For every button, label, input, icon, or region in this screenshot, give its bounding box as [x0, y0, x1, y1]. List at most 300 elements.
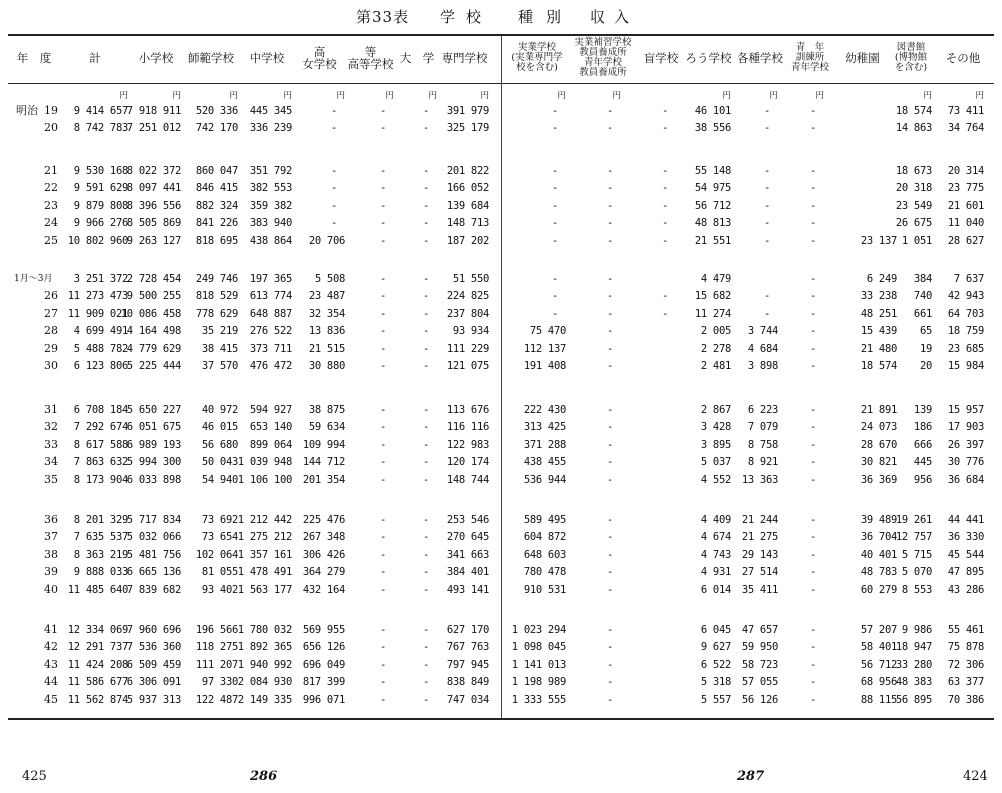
year-label: 26: [44, 289, 58, 303]
table-cell: 7 960 696: [126, 624, 181, 636]
table-cell: 26 675: [895, 217, 932, 230]
table-cell: 18 673: [895, 165, 932, 177]
table-cell: -: [379, 456, 386, 469]
table-cell: 838 849: [446, 676, 489, 689]
table-cell: -: [809, 122, 816, 135]
table-cell: 118 275: [195, 641, 238, 654]
table-cell: 20 318: [895, 182, 932, 195]
table-cell: 10 086 458: [120, 307, 181, 320]
table-cell: 9 986: [901, 624, 932, 636]
table-cell: -: [422, 514, 429, 526]
table-cell: 56 126: [741, 693, 778, 706]
table-cell: 27 514: [741, 566, 778, 579]
table-cell: 661: [913, 307, 932, 320]
table-cell: 111 229: [446, 342, 489, 355]
table-cell: -: [809, 456, 816, 469]
table-cell: 33 238: [860, 290, 897, 303]
table-cell: 8 758: [747, 438, 778, 451]
table-cell: 34 764: [947, 122, 984, 135]
table-cell: -: [422, 531, 429, 544]
table-cell: -: [379, 165, 386, 177]
column-header-univ: 大 学: [399, 51, 435, 65]
table-cell: -: [606, 658, 613, 671]
table-cell: 1 039 948: [237, 456, 292, 469]
table-cell: -: [422, 290, 429, 303]
table-cell: -: [422, 342, 429, 355]
table-cell: -: [379, 217, 386, 230]
table-cell: 9 888 033: [73, 566, 128, 579]
table-cell: 15 439: [860, 325, 897, 338]
table-cell: 666: [913, 438, 932, 451]
table-cell: 5 070: [901, 566, 932, 579]
table-cell: 8 617 588: [73, 438, 128, 451]
table-cell: 3 895: [700, 438, 731, 451]
table-cell: 225 476: [302, 514, 345, 526]
table-cell: 18 947: [895, 641, 932, 654]
table-cell: 48 783: [860, 566, 897, 579]
table-cell: -: [809, 199, 816, 212]
table-cell: 21 601: [947, 199, 984, 212]
year-label: 36: [44, 513, 58, 526]
table-cell: 5 481 756: [126, 548, 181, 561]
table-cell: 5 037: [700, 456, 731, 469]
column-header-jitsugyo: 実業学校 (実業専門学 校を含む): [511, 42, 563, 73]
table-cell: -: [809, 514, 816, 526]
table-cell: 253 546: [446, 514, 489, 526]
table-cell: 9 414 657: [73, 105, 128, 117]
year-label: 39: [44, 565, 58, 579]
table-cell: 313 425: [523, 421, 566, 434]
table-cell: 7 292 674: [73, 421, 128, 434]
table-cell: 956: [913, 473, 932, 486]
table-cell: 54 940: [201, 473, 238, 486]
table-cell: -: [809, 438, 816, 451]
table-cell: 56 680: [201, 438, 238, 451]
table-cell: 29 143: [741, 548, 778, 561]
table-cell: 8 921: [747, 456, 778, 469]
year-label: 32: [44, 420, 58, 434]
year-label: 38: [44, 547, 58, 561]
table-cell: 1 333 555: [511, 693, 566, 706]
table-cell: 197 365: [249, 273, 292, 285]
table-cell: 93 934: [452, 325, 489, 338]
table-cell: -: [606, 566, 613, 579]
table-cell: 2 728 454: [126, 273, 181, 285]
table-cell: -: [422, 438, 429, 451]
table-cell: -: [379, 548, 386, 561]
table-cell: -: [422, 404, 429, 416]
table-cell: 46 101: [694, 105, 731, 117]
table-cell: -: [379, 693, 386, 706]
year-label: 23: [44, 198, 58, 212]
table-cell: 21 275: [741, 531, 778, 544]
table-cell: -: [606, 290, 613, 303]
year-label: 34: [44, 455, 58, 469]
table-cell: -: [809, 421, 816, 434]
table-cell: -: [379, 105, 386, 117]
table-cell: -: [661, 182, 668, 195]
table-cell: 493 141: [446, 583, 489, 596]
table-cell: 166 052: [446, 182, 489, 195]
table-cell: 12 291 737: [67, 641, 128, 654]
year-label: 33: [44, 437, 58, 451]
table-cell: 19: [919, 342, 932, 355]
table-cell: 11 909 021: [67, 307, 128, 320]
table-cell: -: [551, 182, 558, 195]
table-cell: -: [763, 105, 770, 117]
table-cell: -: [330, 105, 337, 117]
table-cell: 222 430: [523, 404, 566, 416]
table-cell: -: [606, 421, 613, 434]
page-number: 286: [250, 769, 278, 784]
table-cell: 5 318: [700, 676, 731, 689]
table-cell: 11 040: [947, 217, 984, 230]
table-cell: -: [551, 290, 558, 303]
table-cell: 186: [913, 421, 932, 434]
table-cell: 36 330: [947, 531, 984, 544]
table-cell: 10 802 960: [67, 234, 128, 247]
unit-label: 円: [923, 91, 932, 101]
table-cell: 797 945: [446, 658, 489, 671]
year-label: 20: [44, 121, 58, 135]
table-cell: 2 867: [700, 404, 731, 416]
table-cell: 23 685: [947, 342, 984, 355]
table-cell: -: [379, 514, 386, 526]
year-label: 42: [44, 640, 58, 654]
column-header-mou: 盲学校: [643, 51, 679, 65]
table-cell: -: [809, 583, 816, 596]
table-cell: 28 627: [947, 234, 984, 247]
table-cell: 8 097 441: [126, 182, 181, 195]
table-title: [0, 6, 1002, 28]
table-cell: 40 972: [201, 404, 238, 416]
table-cell: 70 386: [947, 693, 984, 706]
title-char: 収: [590, 8, 607, 26]
table-cell: 1 892 365: [237, 641, 292, 654]
table-cell: 187 202: [446, 234, 489, 247]
table-cell: -: [606, 217, 613, 230]
table-cell: -: [606, 122, 613, 135]
table-cell: 36 369: [860, 473, 897, 486]
unit-label: 円: [769, 91, 778, 101]
era-label: 明治: [16, 104, 38, 117]
table-cell: 64 703: [947, 307, 984, 320]
year-label: 29: [44, 341, 58, 355]
table-cell: 267 348: [302, 531, 345, 544]
table-cell: 57 055: [741, 676, 778, 689]
table-cell: 6 045: [700, 624, 731, 636]
table-cell: 14 863: [895, 122, 932, 135]
table-cell: 1 106 100: [237, 473, 292, 486]
table-cell: 37 570: [201, 360, 238, 372]
table-cell: 201 822: [446, 165, 489, 177]
table-cell: -: [330, 165, 337, 177]
table-cell: -: [606, 583, 613, 596]
table-cell: 13 836: [308, 325, 345, 338]
table-cell: 35 219: [201, 325, 238, 338]
table-cell: 12 334 069: [67, 624, 128, 636]
table-cell: 9 530 168: [73, 165, 128, 177]
table-cell: 6 708 184: [73, 404, 128, 416]
table-cell: 59 634: [308, 421, 345, 434]
table-cell: 6 249: [866, 273, 897, 285]
table-cell: -: [379, 234, 386, 247]
table-cell: -: [606, 342, 613, 355]
table-cell: 21 515: [308, 342, 345, 355]
table-cell: 613 774: [249, 290, 292, 303]
table-cell: 93 402: [201, 583, 238, 596]
table-cell: -: [809, 273, 816, 285]
table-cell: -: [551, 122, 558, 135]
table-cell: -: [763, 307, 770, 320]
table-cell: -: [809, 531, 816, 544]
table-cell: 6 223: [747, 404, 778, 416]
table-cell: 1 563 177: [237, 583, 292, 596]
table-cell: 373 711: [249, 342, 292, 355]
table-cell: 47 895: [947, 566, 984, 579]
table-cell: 73 411: [947, 105, 984, 117]
table-cell: 604 872: [523, 531, 566, 544]
table-cell: 2 084 930: [237, 676, 292, 689]
table-cell: 5 488 782: [73, 342, 128, 355]
table-cell: 237 804: [446, 307, 489, 320]
table-cell: -: [763, 182, 770, 195]
table-cell: -: [379, 342, 386, 355]
table-cell: 817 399: [302, 676, 345, 689]
table-cell: -: [606, 182, 613, 195]
table-cell: -: [422, 658, 429, 671]
unit-label: 円: [385, 91, 394, 101]
table-cell: -: [606, 360, 613, 372]
table-cell: 11 274: [694, 307, 731, 320]
column-header-elem: 小学校: [138, 51, 174, 65]
table-cell: -: [763, 217, 770, 230]
table-cell: 97 330: [201, 676, 238, 689]
table-cell: -: [379, 641, 386, 654]
table-cell: -: [379, 624, 386, 636]
year-label: 27: [44, 306, 58, 320]
table-cell: -: [809, 641, 816, 654]
table-cell: 12 757: [895, 531, 932, 544]
table-cell: -: [551, 307, 558, 320]
table-cell: 445: [913, 456, 932, 469]
table-cell: 1 357 161: [237, 548, 292, 561]
table-cell: -: [422, 473, 429, 486]
table-cell: 109 994: [302, 438, 345, 451]
table-cell: 371 288: [523, 438, 566, 451]
table-cell: 7 251 012: [126, 122, 181, 135]
table-cell: 38 556: [694, 122, 731, 135]
table-cell: -: [809, 105, 816, 117]
table-cell: -: [809, 342, 816, 355]
table-cell: -: [379, 421, 386, 434]
table-cell: -: [606, 165, 613, 177]
table-cell: 653 140: [249, 421, 292, 434]
table-cell: -: [661, 217, 668, 230]
table-cell: 9 966 276: [73, 217, 128, 230]
table-cell: -: [606, 105, 613, 117]
table-cell: 17 903: [947, 421, 984, 434]
table-cell: 8 022 372: [126, 165, 181, 177]
table-cell: -: [422, 165, 429, 177]
table-cell: 224 825: [446, 290, 489, 303]
unit-label: 円: [229, 91, 238, 101]
table-cell: -: [422, 456, 429, 469]
table-cell: 54 975: [694, 182, 731, 195]
table-cell: -: [379, 307, 386, 320]
table-cell: -: [330, 122, 337, 135]
unit-label: 円: [722, 91, 731, 101]
table-cell: 68 956: [860, 676, 897, 689]
table-cell: 364 279: [302, 566, 345, 579]
table-cell: 20 314: [947, 165, 984, 177]
table-cell: 445 345: [249, 105, 292, 117]
table-cell: 818 695: [195, 234, 238, 247]
table-cell: 656 126: [302, 641, 345, 654]
table-cell: 73 654: [201, 531, 238, 544]
table-cell: 9 500 255: [126, 290, 181, 303]
table-cell: 1 141 013: [511, 658, 566, 671]
title-char: 校: [466, 8, 483, 26]
table-cell: 1 212 442: [237, 514, 292, 526]
table-cell: 351 792: [249, 165, 292, 177]
unit-label: 円: [119, 91, 128, 101]
table-cell: -: [661, 122, 668, 135]
table-cell: -: [763, 234, 770, 247]
column-header-high: 等 高等学校: [347, 45, 394, 71]
column-header-rou: ろう学校: [685, 51, 732, 65]
table-cell: -: [379, 404, 386, 416]
table-cell: -: [809, 182, 816, 195]
table-cell: -: [809, 658, 816, 671]
table-cell: 996 071: [302, 693, 345, 706]
table-cell: -: [379, 290, 386, 303]
table-cell: -: [606, 273, 613, 285]
table-cell: 33 280: [895, 658, 932, 671]
table-cell: -: [809, 234, 816, 247]
table-cell: 38 875: [308, 404, 345, 416]
table-cell: -: [606, 234, 613, 247]
table-cell: 21 551: [694, 234, 731, 247]
table-cell: 112 137: [523, 342, 566, 355]
bottom-rule: [8, 718, 994, 720]
table-cell: 7 635 537: [73, 531, 128, 544]
table-cell: -: [763, 122, 770, 135]
table-cell: 1 780 032: [237, 624, 292, 636]
table-cell: 15 957: [947, 404, 984, 416]
table-cell: 11 424 208: [67, 658, 128, 671]
table-cell: 18 759: [947, 325, 984, 338]
column-header-hoshu: 実業補習学校 教員養成所 青年学校 教員養成所: [574, 37, 632, 78]
table-cell: -: [606, 676, 613, 689]
table-cell: -: [379, 438, 386, 451]
year-label: 43: [44, 657, 58, 671]
table-cell: -: [606, 624, 613, 636]
year-label: 30: [44, 359, 58, 372]
table-cell: 382 553: [249, 182, 292, 195]
table-cell: 18 574: [860, 360, 897, 372]
table-cell: 24 073: [860, 421, 897, 434]
table-cell: 6 033 898: [126, 473, 181, 486]
year-label: 21: [44, 164, 58, 177]
table-cell: 7 637: [953, 273, 984, 285]
table-cell: 5 717 834: [126, 514, 181, 526]
table-cell: 8 173 904: [73, 473, 128, 486]
table-cell: 42 943: [947, 290, 984, 303]
table-cell: 36 704: [860, 531, 897, 544]
table-cell: 56 712: [860, 658, 897, 671]
table-cell: 2 149 335: [237, 693, 292, 706]
table-cell: 5 994 300: [126, 456, 181, 469]
title-table-number: 第33表: [356, 8, 410, 26]
title-char: 学: [440, 8, 457, 26]
table-cell: 57 207: [860, 624, 897, 636]
column-header-middle: 中学校: [249, 51, 285, 65]
table-cell: 899 064: [249, 438, 292, 451]
year-label: 1月～3月: [14, 274, 53, 284]
table-cell: -: [551, 105, 558, 117]
table-cell: 1 051: [901, 234, 932, 247]
table-cell: -: [809, 473, 816, 486]
table-cell: 648 887: [249, 307, 292, 320]
table-cell: 432 164: [302, 583, 345, 596]
table-cell: -: [606, 199, 613, 212]
table-cell: -: [379, 583, 386, 596]
table-cell: 35 411: [741, 583, 778, 596]
table-cell: -: [422, 182, 429, 195]
table-cell: -: [379, 676, 386, 689]
table-cell: 910 531: [523, 583, 566, 596]
table-cell: 4 674: [700, 531, 731, 544]
table-cell: 536 944: [523, 473, 566, 486]
table-cell: 43 286: [947, 583, 984, 596]
table-cell: 4 552: [700, 473, 731, 486]
table-cell: 767 763: [446, 641, 489, 654]
table-cell: 4 779 629: [126, 342, 181, 355]
table-cell: 38 415: [201, 342, 238, 355]
table-cell: 9 591 629: [73, 182, 128, 195]
table-cell: 48 383: [895, 676, 932, 689]
table-cell: 6 123 806: [73, 360, 128, 372]
table-cell: 11 485 640: [67, 583, 128, 596]
table-cell: 306 426: [302, 548, 345, 561]
table-cell: -: [809, 566, 816, 579]
table-cell: 40 401: [860, 548, 897, 561]
table-cell: -: [422, 624, 429, 636]
column-header-normal: 師範学校: [188, 51, 234, 65]
table-cell: 144 712: [302, 456, 345, 469]
table-cell: 11 586 677: [67, 676, 128, 689]
unit-label: 円: [612, 91, 621, 101]
table-cell: 846 415: [195, 182, 238, 195]
table-cell: 47 657: [741, 624, 778, 636]
table-cell: 4 684: [747, 342, 778, 355]
table-cell: 589 495: [523, 514, 566, 526]
table-cell: -: [422, 307, 429, 320]
table-cell: 45 544: [947, 548, 984, 561]
table-cell: -: [661, 199, 668, 212]
table-cell: 148 713: [446, 217, 489, 230]
title-char: 別: [546, 8, 563, 26]
table-cell: 15 984: [947, 360, 984, 372]
table-cell: 648 603: [523, 548, 566, 561]
table-cell: 58 401: [860, 641, 897, 654]
year-label: 19: [44, 104, 58, 117]
table-cell: -: [422, 693, 429, 706]
table-cell: 59 950: [741, 641, 778, 654]
table-cell: 594 927: [249, 404, 292, 416]
table-cell: 88 115: [860, 693, 897, 706]
